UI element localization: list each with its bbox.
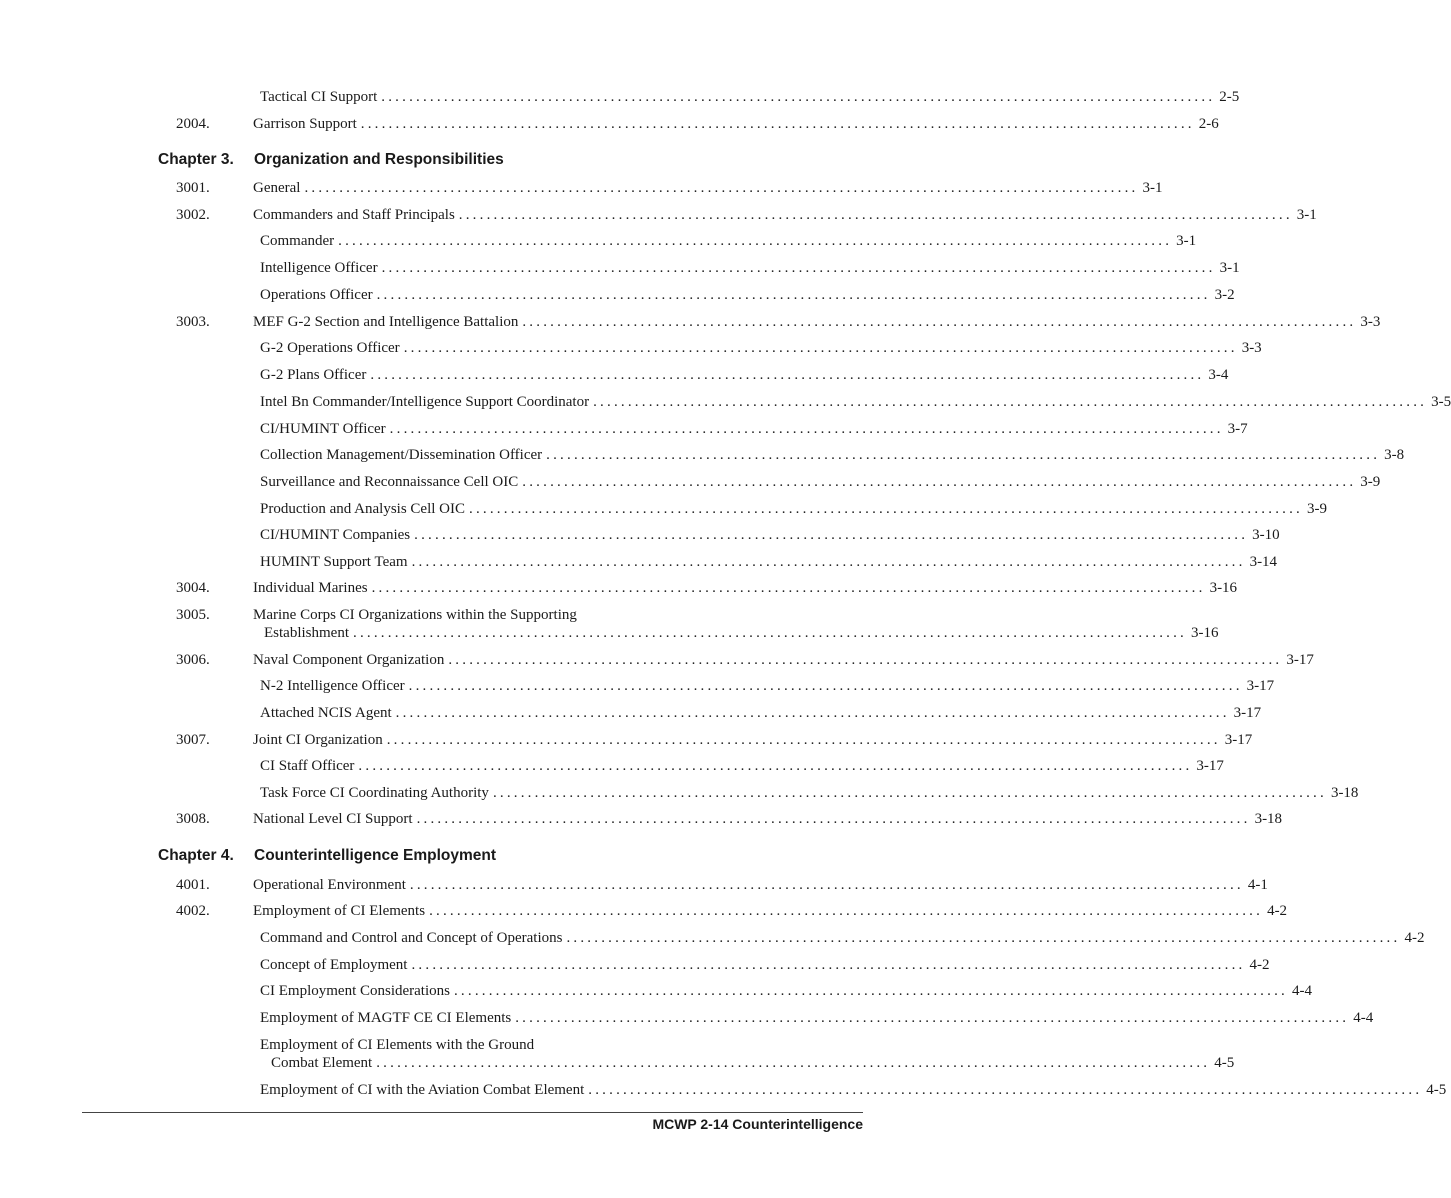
dot-leader: ........................................................................................................................	[353, 625, 1187, 641]
entry-title: N-2 Intelligence Officer	[260, 678, 405, 694]
chapter-heading	[0, 148, 926, 172]
entry-page: 3-1	[1176, 233, 1197, 249]
entry-page: 3-9	[1360, 474, 1381, 490]
dot-leader: ........................................................................................................................	[593, 394, 1428, 410]
entry-title: Employment of CI Elements	[253, 903, 426, 919]
footer-title: MCWP 2-14 Counterintelligence	[652, 1116, 863, 1132]
dot-leader: ........................................................................................................................	[338, 233, 1173, 249]
dot-leader: ........................................................................................................................	[389, 421, 1224, 437]
chapter-title: Counterintelligence Employment	[254, 847, 497, 864]
entry-title: Commander	[260, 233, 335, 249]
dot-leader: ........................................................................................................................	[386, 732, 1221, 748]
entry-title: G-2 Operations Officer	[260, 340, 400, 356]
section-number: 3002.	[176, 207, 210, 223]
entry-title: CI/HUMINT Companies	[260, 527, 411, 543]
section-number: 4001.	[176, 877, 210, 893]
entry-page: 4-5	[1426, 1082, 1447, 1098]
entry-title-line1: Employment of CI Elements with the Ground	[260, 1037, 535, 1053]
toc-entry	[0, 874, 1268, 896]
entry-title: Task Force CI Coordinating Authority	[260, 785, 489, 801]
dot-leader: ........................................................................................................................	[566, 930, 1401, 946]
entry-page: 4-5	[1214, 1055, 1235, 1071]
entry-title: Production and Analysis Cell OIC	[260, 501, 465, 517]
entry-page: 3-9	[1307, 501, 1327, 517]
toc-entry	[0, 551, 1278, 573]
entry-page: 3-17	[1246, 678, 1275, 694]
entry-page: 4-2	[1249, 957, 1270, 973]
toc-entry	[0, 1079, 1447, 1101]
section-number: 3001.	[176, 180, 210, 196]
section-number: 3006.	[176, 652, 210, 668]
entry-page: 3-14	[1249, 554, 1278, 570]
entry-page: 2-5	[1219, 89, 1240, 105]
toc-entry	[0, 577, 1238, 599]
entry-page: 3-18	[1330, 785, 1359, 801]
entry-title: National Level CI Support	[253, 811, 413, 827]
toc-entry	[0, 524, 1280, 546]
entry-title: Commanders and Staff Principals	[253, 207, 455, 223]
entry-title: Individual Marines	[253, 580, 368, 596]
entry-title: General	[253, 180, 301, 196]
dot-leader: ........................................................................................................................	[515, 1010, 1350, 1026]
toc-entry	[0, 675, 1275, 697]
dot-leader: ........................................................................................................................	[522, 314, 1357, 330]
toc-entry	[0, 257, 1240, 279]
toc-entry	[0, 391, 1451, 413]
dot-leader: ........................................................................................................................	[371, 580, 1206, 596]
entry-page: 3-8	[1384, 447, 1405, 463]
section-number: 3008.	[176, 811, 210, 827]
section-number: 3007.	[176, 732, 210, 748]
dot-leader: ........................................................................................................................	[414, 527, 1249, 543]
toc-entry-continuation	[0, 1052, 1235, 1074]
dot-leader: ........................................................................................................................	[403, 340, 1238, 356]
entry-title: Operations Officer	[260, 287, 373, 303]
footer-rule	[82, 1112, 863, 1113]
entry-page: 3-16	[1209, 580, 1238, 596]
toc-entry	[0, 471, 1381, 493]
entry-page: 3-17	[1196, 758, 1224, 774]
chapter-label: Chapter 3.	[158, 151, 234, 168]
entry-page: 3-1	[1219, 260, 1240, 276]
dot-leader: ........................................................................................................................	[458, 207, 1293, 223]
dot-leader: ........................................................................................................................	[492, 785, 1327, 801]
entry-title: Garrison Support	[253, 116, 357, 132]
toc-entry	[0, 337, 1262, 359]
entry-title-line1: Marine Corps CI Organizations within the Supporting	[253, 607, 577, 623]
entry-title: Attached NCIS Agent	[260, 705, 392, 721]
dot-leader: ........................................................................................................................	[381, 260, 1216, 276]
chapter-heading	[0, 844, 926, 868]
toc-entry	[0, 284, 1235, 306]
entry-page: 4-4	[1353, 1010, 1374, 1026]
entry-page: 3-3	[1360, 314, 1381, 330]
dot-leader: ........................................................................................................................	[408, 678, 1243, 694]
dot-leader: ........................................................................................................................	[453, 983, 1288, 999]
section-number: 2004.	[176, 116, 210, 132]
dot-leader: ........................................................................................................................	[370, 367, 1205, 383]
toc-entry	[0, 230, 1197, 252]
dot-leader: ........................................................................................................................	[376, 287, 1211, 303]
dot-leader: ........................................................................................................................	[469, 501, 1303, 517]
toc-entry	[0, 418, 1248, 440]
entry-page: 4-2	[1267, 903, 1288, 919]
entry-title: Employment of MAGTF CE CI Elements	[260, 1010, 512, 1026]
toc-entry	[0, 900, 1288, 922]
chapter-title: Organization and Responsibilities	[254, 151, 504, 168]
dot-leader: ........................................................................................................................	[411, 957, 1246, 973]
entry-page: 3-18	[1254, 811, 1283, 827]
toc-entry	[0, 86, 1240, 108]
entry-title: Employment of CI with the Aviation Combat Element	[260, 1082, 585, 1098]
entry-title: Surveillance and Reconnaissance Cell OIC	[260, 474, 519, 490]
toc-entry	[0, 498, 1327, 520]
entry-page: 4-1	[1247, 877, 1268, 893]
toc-entry	[0, 649, 1314, 671]
entry-title: Combat Element	[271, 1055, 373, 1071]
entry-title: Collection Management/Dissemination Officer	[260, 447, 543, 463]
toc-entry	[0, 1007, 1374, 1029]
dot-leader: ........................................................................................................................	[360, 116, 1195, 132]
entry-page: 3-7	[1227, 421, 1248, 437]
entry-title: Tactical CI Support	[260, 89, 378, 105]
dot-leader: ........................................................................................................................	[409, 877, 1244, 893]
entry-title: G-2 Plans Officer	[260, 367, 367, 383]
toc-entry	[0, 113, 1219, 135]
entry-page: 3-16	[1191, 625, 1219, 641]
dot-leader: ........................................................................................................................	[358, 758, 1193, 774]
entry-title: HUMINT Support Team	[260, 554, 408, 570]
dot-leader: ........................................................................................................................	[522, 474, 1357, 490]
chapter-label: Chapter 4.	[158, 847, 234, 864]
dot-leader: ........................................................................................................................	[376, 1055, 1211, 1071]
toc-entry	[0, 980, 1312, 1002]
entry-title: Intelligence Officer	[260, 260, 378, 276]
toc-entry	[0, 204, 1317, 226]
toc-entry	[0, 177, 1163, 199]
toc-entry	[0, 927, 1425, 949]
section-number: 3004.	[176, 580, 210, 596]
entry-page: 3-2	[1214, 287, 1235, 303]
dot-leader: ........................................................................................................................	[429, 903, 1264, 919]
entry-title: CI/HUMINT Officer	[260, 421, 386, 437]
entry-page: 3-5	[1431, 394, 1451, 410]
entry-title: Concept of Employment	[260, 957, 408, 973]
entry-page: 3-3	[1241, 340, 1262, 356]
toc-entry-continuation	[0, 622, 1219, 644]
toc-entry	[0, 311, 1381, 333]
entry-page: 3-4	[1208, 367, 1229, 383]
entry-page: 3-1	[1142, 180, 1163, 196]
dot-leader: ........................................................................................................................	[588, 1082, 1423, 1098]
dot-leader: ........................................................................................................................	[448, 652, 1283, 668]
entry-page: 3-17	[1224, 732, 1253, 748]
dot-leader: ........................................................................................................................	[395, 705, 1230, 721]
entry-title: MEF G-2 Section and Intelligence Battalion	[253, 314, 519, 330]
toc-entry	[0, 954, 1270, 976]
entry-page: 4-4	[1291, 983, 1312, 999]
entry-page: 3-10	[1252, 527, 1280, 543]
entry-title: Command and Control and Concept of Operations	[260, 930, 563, 946]
entry-page: 4-2	[1404, 930, 1425, 946]
entry-title: Naval Component Organization	[253, 652, 445, 668]
section-number: 3005.	[176, 607, 210, 623]
entry-title: CI Staff Officer	[260, 758, 355, 774]
toc-entry	[0, 729, 1253, 751]
entry-page: 3-17	[1286, 652, 1314, 668]
dot-leader: ........................................................................................................................	[546, 447, 1381, 463]
dot-leader: ........................................................................................................................	[304, 180, 1139, 196]
toc-entry	[0, 808, 1283, 830]
entry-title: Establishment	[264, 625, 349, 641]
entry-title: Joint CI Organization	[253, 732, 383, 748]
dot-leader: ........................................................................................................................	[381, 89, 1216, 105]
entry-page: 2-6	[1198, 116, 1219, 132]
section-number: 4002.	[176, 903, 210, 919]
entry-page: 3-17	[1233, 705, 1262, 721]
toc-entry	[0, 782, 1359, 804]
toc-entry	[0, 364, 1229, 386]
entry-title: Operational Environment	[253, 877, 406, 893]
entry-title: Intel Bn Commander/Intelligence Support Coordinator	[260, 394, 590, 410]
entry-page: 3-1	[1296, 207, 1317, 223]
dot-leader: ........................................................................................................................	[416, 811, 1251, 827]
toc-entry	[0, 702, 1262, 724]
entry-title: CI Employment Considerations	[260, 983, 450, 999]
toc-entry	[0, 755, 1224, 777]
toc-entry	[0, 444, 1405, 466]
dot-leader: ........................................................................................................................	[411, 554, 1246, 570]
section-number: 3003.	[176, 314, 210, 330]
